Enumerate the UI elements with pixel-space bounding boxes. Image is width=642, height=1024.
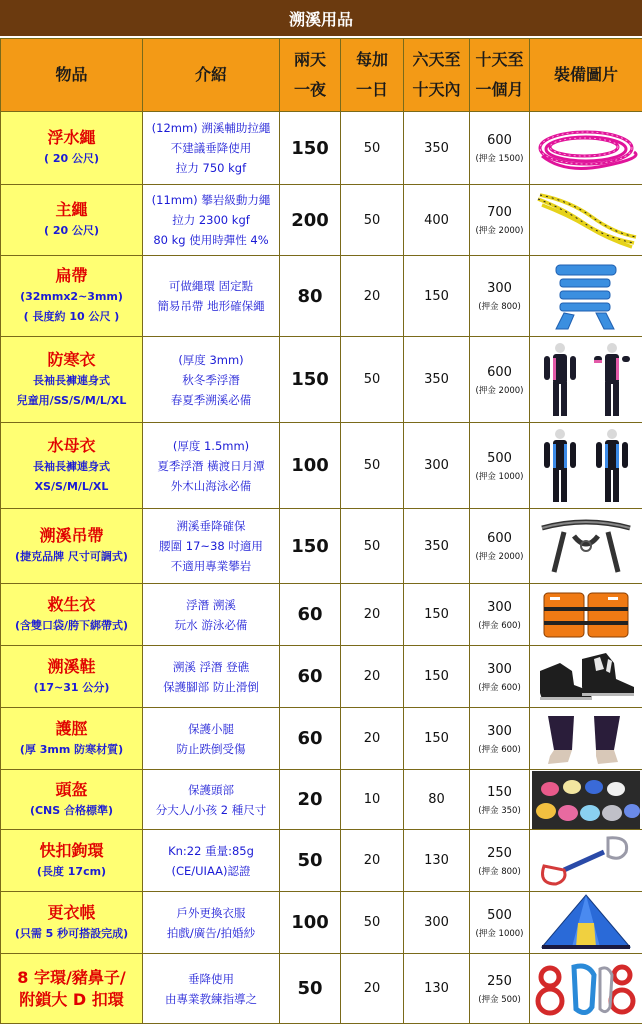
price-ten-month-cell (470, 770, 530, 830)
price-six-ten: 300 (404, 423, 470, 509)
price-per-day: 10 (341, 770, 404, 830)
price-two-days: 20 (280, 770, 341, 830)
price-ten-month: 250 (487, 973, 512, 989)
deposit-note: (押金 1000) (475, 471, 524, 482)
price-ten-month: 300 (487, 599, 512, 615)
intro-line: 拉力 750 kgf (175, 161, 247, 175)
price-ten-month-cell (470, 646, 530, 708)
intro-line: (厚度 3mm) (178, 352, 244, 367)
price-per-day: 50 (341, 185, 404, 256)
intro-cell (143, 256, 280, 337)
price-ten-month: 300 (487, 281, 512, 296)
table-row (1, 770, 642, 830)
price-ten-month-cell (470, 892, 530, 954)
table-row (1, 185, 642, 256)
item-spec: 長袖長褲連身式 (33, 373, 110, 387)
table-row (1, 892, 642, 954)
intro-cell (143, 708, 280, 770)
price-per-day: 50 (341, 112, 404, 185)
item-spec: (厚 3mm 防寒材質) (19, 742, 124, 756)
item-name: 溯溪鞋 (47, 656, 96, 676)
price-per-day: 20 (341, 954, 404, 1024)
intro-line: 溯溪垂降確保 (176, 519, 246, 533)
price-ten-month-cell (470, 337, 530, 423)
header-two-days: 兩天 一夜 (280, 39, 341, 112)
item-spec: ( 20 公尺) (43, 152, 100, 165)
intro-cell (143, 509, 280, 584)
price-ten-month-cell (470, 509, 530, 584)
item-name: 護脛 (55, 718, 88, 738)
table-row (1, 646, 642, 708)
intro-line: 玩水 游泳必備 (174, 617, 248, 632)
deposit-note: (押金 800) (478, 302, 521, 312)
price-ten-month-cell (470, 423, 530, 509)
price-six-ten: 80 (404, 770, 470, 830)
price-ten-month: 600 (487, 133, 512, 148)
intro-cell (143, 423, 280, 509)
yellow-rope-image (530, 185, 642, 256)
price-per-day: 20 (341, 830, 404, 892)
tent-image (530, 892, 642, 954)
item-name: 頭盔 (55, 779, 88, 799)
intro-line: 秋冬季浮潛 (182, 372, 240, 387)
intro-line: 溯溪 浮潛 登礁 (172, 659, 250, 674)
deposit-note: (押金 2000) (475, 226, 524, 236)
wetsuit-blue-image (530, 423, 642, 509)
intro-line: 浮潛 溯溪 (186, 597, 236, 612)
price-ten-month-cell (470, 830, 530, 892)
price-ten-month: 500 (487, 907, 512, 923)
item-name: 8 字環/豬鼻子/ (17, 967, 126, 987)
price-ten-month: 600 (487, 364, 512, 380)
price-two-days: 80 (280, 256, 341, 337)
item-spec: (含雙口袋/胯下綁帶式) (14, 618, 129, 632)
table-row (1, 112, 642, 185)
intro-line: (11mm) 攀岩級動力繩 (151, 193, 271, 207)
intro-line: 春夏季溯溪必備 (170, 392, 252, 407)
price-two-days: 200 (280, 185, 341, 256)
intro-cell (143, 770, 280, 830)
item-name: 救生衣 (47, 594, 96, 614)
intro-line: 垂降使用 (188, 971, 234, 986)
item-cell (1, 256, 143, 337)
price-two-days: 50 (280, 954, 341, 1024)
price-ten-month-cell (470, 708, 530, 770)
table-row (1, 256, 642, 337)
item-spec: 兒童用/SS/S/M/L/XL (16, 393, 127, 407)
deposit-note: (押金 500) (478, 994, 521, 1005)
intro-line: 腰圍 17~38 吋適用 (159, 539, 263, 553)
table-row (1, 584, 642, 646)
deposit-note: (押金 2000) (475, 385, 524, 396)
price-two-days: 60 (280, 708, 341, 770)
intro-cell (143, 830, 280, 892)
price-two-days: 60 (280, 584, 341, 646)
intro-line: 保護腳部 防止滑倒 (163, 679, 259, 694)
intro-cell (143, 337, 280, 423)
deposit-note: (押金 600) (478, 682, 521, 693)
deposit-note: (押金 600) (478, 744, 521, 755)
price-six-ten: 150 (404, 646, 470, 708)
intro-line: 夏季浮潛 橫渡日月潭 (157, 458, 265, 473)
item-spec: ( 長度約 10 公尺 ) (23, 310, 120, 323)
sheet-title: 溯溪用品 (0, 0, 642, 38)
price-ten-month: 250 (487, 845, 512, 861)
intro-line: 保護頭部 (188, 782, 234, 797)
intro-line: 拉力 2300 kgf (172, 213, 250, 227)
intro-cell (143, 584, 280, 646)
item-name: 溯溪吊帶 (39, 526, 104, 545)
price-ten-month-cell (470, 954, 530, 1024)
price-ten-month-cell (470, 584, 530, 646)
item-spec: (CNS 合格標準) (29, 803, 114, 817)
price-per-day: 20 (341, 646, 404, 708)
header-six-ten: 六天至 十天內 (404, 39, 470, 112)
item-cell (1, 770, 143, 830)
intro-line: 簡易吊帶 地形確保繩 (157, 299, 265, 313)
price-six-ten: 150 (404, 708, 470, 770)
price-six-ten: 350 (404, 337, 470, 423)
price-six-ten: 400 (404, 185, 470, 256)
intro-cell (143, 646, 280, 708)
price-two-days: 100 (280, 892, 341, 954)
price-ten-month: 700 (487, 205, 512, 220)
price-two-days: 60 (280, 646, 341, 708)
intro-line: 戶外更換衣服 (176, 905, 246, 920)
intro-line: 外木山海泳必備 (170, 478, 252, 493)
item-cell (1, 584, 143, 646)
price-two-days: 150 (280, 509, 341, 584)
harness-image (530, 509, 642, 584)
gear-table (0, 38, 642, 1024)
price-two-days: 100 (280, 423, 341, 509)
item-spec: (捷克品牌 尺寸可調式) (15, 550, 128, 563)
item-cell (1, 830, 143, 892)
shoes-image (530, 646, 642, 708)
item-cell (1, 708, 143, 770)
item-spec: (只需 5 秒可搭設完成) (14, 926, 129, 940)
header-item: 物品 (1, 39, 143, 112)
webbing-image (530, 256, 642, 337)
price-six-ten: 350 (404, 112, 470, 185)
price-six-ten: 130 (404, 830, 470, 892)
deposit-note: (押金 1000) (475, 928, 524, 939)
table-row (1, 423, 642, 509)
item-cell (1, 954, 143, 1024)
price-two-days: 50 (280, 830, 341, 892)
price-six-ten: 350 (404, 509, 470, 584)
intro-line: 由專業教練指導之 (165, 991, 257, 1006)
item-name: 防寒衣 (47, 349, 96, 369)
item-spec: (32mmx2~3mm) (20, 290, 123, 303)
item-spec: ( 20 公尺) (43, 224, 100, 237)
price-per-day: 50 (341, 337, 404, 423)
table-row (1, 954, 642, 1024)
pink-rope-image (530, 112, 642, 185)
intro-line: 不適用專業攀岩 (170, 559, 252, 573)
table-row (1, 830, 642, 892)
intro-line: 分大人/小孩 2 種尺寸 (155, 802, 267, 817)
item-cell (1, 112, 143, 185)
table-row (1, 708, 642, 770)
table-row (1, 509, 642, 584)
intro-line: (CE/UIAA)認證 (171, 863, 251, 878)
item-name: 快扣鉤環 (39, 840, 104, 860)
header-row (1, 39, 642, 112)
quickdraw-image (530, 830, 642, 892)
deposit-note: (押金 1500) (475, 154, 524, 164)
price-six-ten: 130 (404, 954, 470, 1024)
item-cell (1, 646, 143, 708)
price-six-ten: 150 (404, 256, 470, 337)
price-per-day: 20 (341, 708, 404, 770)
intro-line: 不建議垂降使用 (170, 141, 252, 155)
price-ten-month: 300 (487, 661, 512, 677)
intro-line: 可做繩環 固定點 (168, 279, 254, 293)
deposit-note: (押金 600) (478, 620, 521, 631)
intro-cell (143, 892, 280, 954)
intro-cell (143, 954, 280, 1024)
item-name: 扁帶 (55, 266, 88, 285)
intro-line: 防止跌倒受傷 (176, 741, 246, 756)
intro-line: (12mm) 溯溪輔助拉繩 (151, 121, 271, 135)
intro-line: (厚度 1.5mm) (172, 438, 250, 453)
price-ten-month: 600 (487, 531, 512, 546)
item-cell (1, 423, 143, 509)
price-ten-month: 150 (487, 784, 512, 800)
price-six-ten: 300 (404, 892, 470, 954)
intro-cell (143, 112, 280, 185)
price-per-day: 20 (341, 256, 404, 337)
header-per-day: 每加 一日 (341, 39, 404, 112)
descender-image (530, 954, 642, 1024)
deposit-note: (押金 350) (478, 805, 521, 816)
price-ten-month-cell (470, 256, 530, 337)
item-name: 浮水繩 (47, 128, 96, 147)
price-per-day: 50 (341, 423, 404, 509)
intro-line: 80 kg 使用時彈性 4% (153, 233, 269, 247)
item-name-line2: 附鎖大 D 扣環 (19, 989, 124, 1009)
price-ten-month: 300 (487, 723, 512, 739)
deposit-note: (押金 800) (478, 866, 521, 877)
deposit-note: (押金 2000) (475, 552, 524, 562)
item-cell (1, 185, 143, 256)
wetsuit-pink-image (530, 337, 642, 423)
item-name: 主繩 (55, 200, 88, 219)
item-name: 更衣帳 (47, 902, 96, 922)
intro-line: 拍戲/廣告/拍婚紗 (166, 925, 256, 940)
item-cell (1, 337, 143, 423)
price-per-day: 50 (341, 509, 404, 584)
price-per-day: 50 (341, 892, 404, 954)
shinguard-image (530, 708, 642, 770)
price-ten-month-cell (470, 185, 530, 256)
item-spec: XS/S/M/L/XL (34, 479, 109, 493)
item-spec: 長袖長褲連身式 (33, 459, 110, 473)
price-two-days: 150 (280, 112, 341, 185)
intro-line: 保護小腿 (188, 721, 234, 736)
intro-cell (143, 185, 280, 256)
price-per-day: 20 (341, 584, 404, 646)
price-ten-month-cell (470, 112, 530, 185)
table-row (1, 337, 642, 423)
intro-line: Kn:22 重量:85g (168, 843, 254, 858)
item-spec: (長度 17cm) (36, 864, 107, 878)
lifejacket-image (530, 584, 642, 646)
price-six-ten: 150 (404, 584, 470, 646)
item-cell (1, 509, 143, 584)
header-ten-month: 十天至 一個月 (470, 39, 530, 112)
item-spec: (17~31 公分) (33, 680, 110, 694)
item-name: 水母衣 (47, 435, 96, 455)
header-image: 裝備圖片 (530, 39, 642, 112)
helmets-image (530, 770, 642, 830)
price-two-days: 150 (280, 337, 341, 423)
item-cell (1, 892, 143, 954)
header-intro: 介紹 (143, 39, 280, 112)
price-ten-month: 500 (487, 450, 512, 466)
